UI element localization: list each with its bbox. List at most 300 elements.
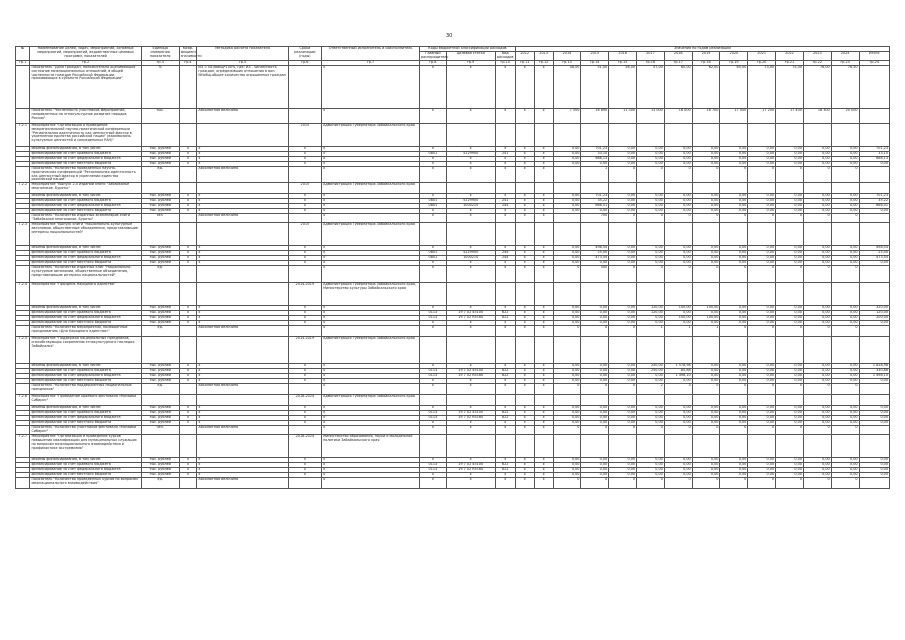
table-cell: объемы финансирования, в том числе: [30,194,141,199]
table-cell: 0113 [420,311,447,316]
table-cell: 33,10 [581,151,609,156]
table-cell [748,283,776,306]
table-cell: тыс. рублей [141,374,179,379]
table-cell [581,395,609,406]
table-cell: x [288,194,321,199]
table-cell: 0,00 [803,421,831,426]
table-cell: 75,00 [776,65,804,108]
table-cell: 0,00 [776,321,804,326]
table-cell: 1 498,10 [859,374,889,379]
table-cell: 0,00 [637,199,665,204]
table-cell: 0,00 [720,421,748,426]
table-cell: Администрация Губернатора Забайкальского края [322,183,420,194]
table-cell: 0,00 [748,321,776,326]
table-cell [776,435,804,458]
table-cell: x [420,406,447,411]
table-cell: x [534,204,553,209]
table-cell: x [515,369,534,374]
table-cell: 0 [831,384,859,395]
table-cell [553,223,581,246]
table-cell [859,183,889,194]
table-cell [446,283,495,306]
table-cell [748,395,776,406]
table-cell: x [446,156,495,161]
table-cell: 19 7 02 R5160 [446,316,495,321]
table-cell: 0,00 [776,199,804,204]
table-cell [692,395,720,406]
table-cell [859,214,889,223]
table-cell: 0,00 [803,209,831,214]
table-cell: 0,00 [553,463,581,468]
table-cell: x [322,411,420,416]
table-cell: 0,00 [831,321,859,326]
table-cell: x [420,364,447,369]
table-cell: Показатель "Количество проведенных курсов по вопросам межнационального взаимодействия" [30,478,141,489]
table-cell: 120,00 [637,311,665,316]
table-cell: x [515,246,534,251]
table-cell: x [446,326,495,337]
table-cell: x [322,151,420,156]
table-cell: 0,00 [748,194,776,199]
table-cell [859,166,889,183]
table-cell: 0,00 [831,421,859,426]
table-cell [664,183,692,194]
table-row [16,384,890,395]
table-cell: x [515,161,534,166]
table-cell: 0,00 [553,421,581,426]
header-period: Сроки реализации (годы) [288,47,321,61]
table-cell: 0 [553,384,581,395]
table-cell [859,283,889,306]
table-row [16,223,890,246]
table-cell: 0,00 [581,316,609,321]
table-cell: x [179,458,197,463]
table-cell: 0 [553,478,581,489]
table-cell: 0,00 [803,156,831,161]
table-row [16,183,890,194]
table-cell [288,326,321,337]
table-cell: x [288,374,321,379]
table-cell: x [197,261,288,266]
table-cell: x [322,65,420,108]
table-cell: x [179,364,197,369]
table-cell: x [495,321,515,326]
table-cell: 700 [581,214,609,223]
table-cell: 0,00 [831,209,859,214]
table-cell: x [288,199,321,204]
table-cell: 0,00 [609,463,637,468]
table-cell: x [322,379,420,384]
table-cell: 0,00 [776,416,804,421]
table-cell: x [288,473,321,478]
table-cell: 0,00 [664,204,692,209]
table-cell: 0,00 [637,406,665,411]
table-row [16,214,890,223]
table-cell [692,283,720,306]
table-cell: x [322,251,420,256]
table-cell: 0,00 [581,468,609,473]
table-cell: финансирование за счет федерального бюджета [30,204,141,209]
table-cell: 120,00 [637,306,665,311]
table-cell: 35,22 [581,199,609,204]
table-cell: 0 [637,266,665,283]
table-cell: 0,00 [553,204,581,209]
table-cell: 0113 [420,369,447,374]
table-cell: x [322,246,420,251]
table-cell: x [322,161,420,166]
table-cell: 0 [720,426,748,435]
table-cell: тыс. рублей [141,321,179,326]
table-cell: x [288,463,321,468]
table-cell [288,166,321,183]
table-cell: 0 [748,426,776,435]
table-cell: x [420,156,447,161]
table-cell: x [322,108,420,123]
table-cell [748,123,776,146]
table-cell [637,223,665,246]
table-cell: 241 [495,199,515,204]
table-cell: x [179,306,197,311]
table-cell: 0,00 [553,146,581,151]
table-cell: 0,00 [553,416,581,421]
table-cell [748,223,776,246]
table-cell: x [322,156,420,161]
table-cell: 7.2.2 [16,183,30,194]
table-cell: 0,00 [776,463,804,468]
table-cell: x [446,65,495,108]
table-cell: Показатель "Доля граждан, положительно оценивающих состояние межнациональных отношений, в общей численности граждан Российской Федерации, проживающих в субъекте Российской Федерации" [30,65,141,108]
table-row [16,123,890,146]
table-cell: финансирование за счет федерального бюджета [30,416,141,421]
table-cell: тыс. рублей [141,406,179,411]
table-cell: x [322,384,420,395]
table-cell [803,395,831,406]
table-cell: 0,00 [720,194,748,199]
table-cell: финансирование за счет краевого бюджета [30,251,141,256]
table-cell: 0,00 [581,463,609,468]
table-cell [515,395,534,406]
table-cell: x [322,478,420,489]
table-cell: 2015 [288,183,321,194]
table-cell: x [534,156,553,161]
table-cell [197,266,288,283]
table-cell: тыс. рублей [141,199,179,204]
table-cell: x [288,156,321,161]
table-cell: 0,00 [664,146,692,151]
table-cell: x [446,426,495,435]
table-cell: 0,00 [609,194,637,199]
table-cell [16,65,30,108]
table-cell [420,283,447,306]
table-cell: 0,00 [692,199,720,204]
table-cell: 0,00 [859,458,889,463]
table-cell: x [322,369,420,374]
table-cell: финансирование за счет местного бюджета [30,261,141,266]
table-cell: x [495,194,515,199]
table-cell: 7.2.4 [16,283,30,306]
table-cell: 0,00 [637,321,665,326]
table-cell: x [322,421,420,426]
table-cell: 200,00 [859,316,889,321]
table-cell: 0,00 [776,458,804,463]
table-cell: 0,00 [609,379,637,384]
table-cell [141,283,179,306]
table-cell: 0,00 [748,146,776,151]
table-cell: финансирование за счет краевого бюджета [30,199,141,204]
table-cell: 0,00 [803,316,831,321]
table-cell [288,478,321,489]
table-cell: 0 [748,384,776,395]
table-cell [495,337,515,364]
header-year: 2012 [515,52,534,61]
table-cell: x [197,473,288,478]
table-cell: 0,00 [637,151,665,156]
table-cell: 0,00 [803,463,831,468]
table-cell: 0,00 [748,209,776,214]
table-cell: x [322,426,420,435]
table-cell: x [288,209,321,214]
table-cell [420,183,447,194]
table-cell [534,283,553,306]
table-cell [581,435,609,458]
table-cell [495,123,515,146]
table-cell: 0,00 [720,316,748,321]
table-cell [859,395,889,406]
table-cell: 0,00 [831,261,859,266]
table-cell: Абсолютная величина [197,384,288,395]
table-cell: Абсолютная величина [197,478,288,489]
table-cell: 19 7 02 R5160 [446,416,495,421]
table-cell: x [534,473,553,478]
table-cell: 2 [637,384,665,395]
table-cell: x [495,458,515,463]
table-cell [288,384,321,395]
table-cell [637,337,665,364]
table-cell: 0,00 [609,209,637,214]
table-cell: x [288,316,321,321]
table-cell [16,478,30,489]
table-cell: x [495,65,515,108]
table-cell: 0,00 [553,199,581,204]
header-gr: Главный распорядитель [421,51,449,59]
table-cell: 622 [495,468,515,473]
table-cell: 0,00 [553,256,581,261]
table-cell: x [179,316,197,321]
table-cell: 0113 [420,316,447,321]
table-cell: x [534,194,553,199]
table-cell: тыс. рублей [141,369,179,374]
table-cell: x [420,379,447,384]
table-cell: финансирование за счет краевого бюджета [30,463,141,468]
table-cell: 0,00 [664,311,692,316]
column-number: гр.20 [748,60,776,65]
table-cell: 500 [581,266,609,283]
table-cell: x [515,473,534,478]
table-cell: x [288,151,321,156]
table-cell: 0,00 [720,369,748,374]
table-cell [141,123,179,146]
table-cell: 0 [720,214,748,223]
table-cell: тыс. рублей [141,416,179,421]
table-cell: 0,00 [692,161,720,166]
table-cell: 0,00 [664,261,692,266]
table-cell: 0,00 [581,379,609,384]
table-cell [803,435,831,458]
table-cell: x [179,251,197,256]
table-cell: x [534,416,553,421]
table-cell: 0 [664,166,692,183]
table-cell: 0,00 [831,379,859,384]
table-cell: 0,00 [748,156,776,161]
table-cell: 0,00 [720,321,748,326]
table-cell: 0,00 [748,374,776,379]
table-cell: 0,00 [720,379,748,384]
table-cell: x [446,321,495,326]
column-number: гр.6 [288,60,321,65]
table-cell: объемы финансирования, в том числе: [30,406,141,411]
table-cell: тыс. рублей [141,316,179,321]
table-cell [141,337,179,364]
table-cell: 0 [720,166,748,183]
table-cell: 0,00 [637,463,665,468]
table-cell: 1 [581,166,609,183]
header-values: Значения по годам реализации [515,47,889,52]
table-cell: x [197,369,288,374]
table-cell: 0 [803,478,831,489]
table-cell: 0 [748,326,776,337]
table-cell: 100,00 [664,316,692,321]
table-cell: x [197,316,288,321]
table-cell: 18 300 [803,108,831,123]
table-cell: тыс. рублей [141,146,179,151]
table-cell: 100,00 [692,316,720,321]
table-cell: 0,00 [720,246,748,251]
table-cell: ед. [141,384,179,395]
header-budget-code: Коды бюджетной классификации расходов [420,47,516,52]
table-cell [637,183,665,194]
table-cell: 0,00 [776,406,804,411]
table-cell [16,266,30,283]
table-cell: 80,88 [664,369,692,374]
table-cell: 0,00 [748,406,776,411]
table-cell [141,395,179,406]
table-cell: 0,00 [664,463,692,468]
table-cell: 0,00 [859,379,889,384]
table-cell: 0,00 [637,411,665,416]
table-cell: x [515,311,534,316]
table-cell: x [495,166,515,183]
table-cell: 0,00 [776,473,804,478]
table-cell: x [197,321,288,326]
table-cell: x [495,246,515,251]
table-cell: 0113 [420,463,447,468]
table-cell [515,337,534,364]
table-cell: 0,00 [720,463,748,468]
table-cell: объемы финансирования, в том числе: [30,146,141,151]
table-cell: 0 [720,384,748,395]
table-cell: x [534,199,553,204]
table-cell: x [495,473,515,478]
table-cell: 1000210 [446,204,495,209]
table-cell: x [197,421,288,426]
table-cell: 0,00 [859,473,889,478]
table-cell [664,395,692,406]
table-cell: x [288,161,321,166]
table-cell: 0,00 [748,246,776,251]
table-cell: 0,00 [831,204,859,209]
table-cell: x [515,463,534,468]
table-cell: x [322,256,420,261]
program-table [15,46,890,489]
table-cell: 0,00 [692,468,720,473]
column-number: гр.1 [16,60,30,65]
table-cell: x [495,326,515,337]
table-cell: x [322,266,420,283]
table-cell: x [420,384,447,395]
table-cell: 0,00 [692,416,720,421]
table-cell: 0,00 [803,146,831,151]
table-cell: 0,00 [609,204,637,209]
table-cell: 0113 [420,411,447,416]
table-cell: 0,00 [637,204,665,209]
table-cell: финансирование за счет краевого бюджета [30,151,141,156]
table-cell: экз. [141,214,179,223]
table-cell: 1 578,98 [664,364,692,369]
table-cell: 0,00 [609,421,637,426]
table-cell: 244 [495,256,515,261]
table-cell: 0 [748,214,776,223]
table-cell: Показатель "Количество поддержанных национальных праздников" [30,384,141,395]
table-cell: x [534,369,553,374]
table-cell: x [515,458,534,463]
table-cell: 0,00 [831,311,859,316]
table-cell: x [515,406,534,411]
table-cell: 0,00 [692,406,720,411]
table-cell: 0,00 [692,151,720,156]
header-year: 2019 [692,52,720,61]
table-cell: 0,00 [748,311,776,316]
table-cell: 0,00 [637,316,665,321]
table-cell: 7.2.3 [16,223,30,246]
table-cell: x [495,364,515,369]
table-cell: тыс. рублей [141,311,179,316]
table-cell: 0,00 [803,194,831,199]
table-cell: 0,00 [581,406,609,411]
table-cell: 3 [664,384,692,395]
table-cell: x [446,214,495,223]
table-cell: 330,88 [859,369,889,374]
table-cell: 0,00 [553,194,581,199]
table-cell [420,435,447,458]
table-cell: 2014-2019 [288,283,321,306]
table-cell: 0,00 [803,473,831,478]
table-cell: x [420,458,447,463]
table-cell [803,283,831,306]
table-cell: 0,00 [664,251,692,256]
table-cell: x [495,261,515,266]
table-cell: 0,00 [831,256,859,261]
table-cell: x [322,204,420,209]
table-cell: 0,00 [776,156,804,161]
table-cell [692,223,720,246]
table-cell [420,223,447,246]
table-cell [831,123,859,146]
table-cell: x [534,251,553,256]
table-cell: 0,00 [803,246,831,251]
table-cell: 0,00 [581,416,609,421]
table-cell [692,123,720,146]
table-cell [179,223,197,246]
